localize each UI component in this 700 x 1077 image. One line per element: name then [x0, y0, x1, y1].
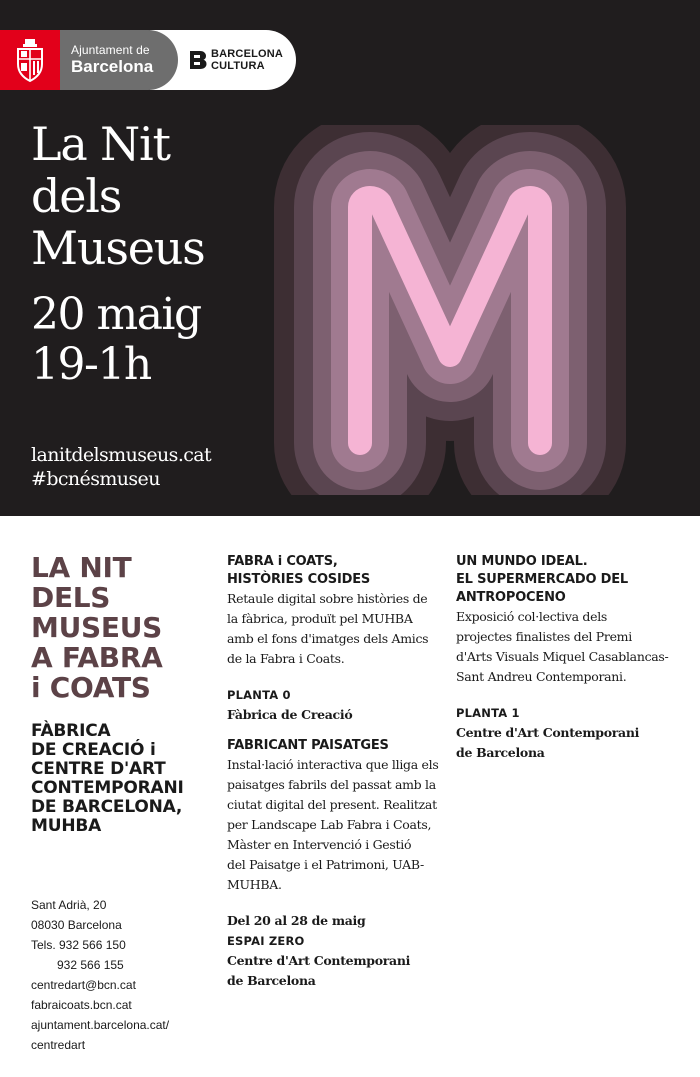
logo-bar	[0, 30, 296, 90]
fabra-coats-title-line: A FABRA	[31, 641, 163, 674]
barcelona-cultura-line1: BARCELONA	[211, 48, 284, 60]
barcelona-cultura-line2: CULTURA	[211, 60, 265, 72]
activity-description-line: Sant Andreu Contemporani.	[456, 669, 627, 684]
hero-panel	[0, 0, 700, 516]
museum-m-letter-graphic	[270, 125, 630, 495]
activity-description	[227, 755, 452, 895]
activity-description-line: ciutat digital del present. Realitzat	[227, 797, 437, 812]
event-title	[31, 118, 205, 274]
activity-heading: FABRICANT PAISATGES	[227, 738, 389, 753]
event-title-line: La Nit	[31, 117, 170, 171]
activity-description-line: Retaule digital sobre històries de	[227, 591, 428, 606]
activity-description-line: amb el fons d'imatges dels Amics	[227, 631, 429, 646]
venue-address	[31, 895, 169, 1055]
fabra-coats-title-line: MUSEUS	[31, 611, 162, 644]
venue-subtitle-line: CONTEMPORANI	[31, 778, 184, 798]
event-date-hours: 19-1h	[31, 339, 151, 390]
activity-description-line: la fàbrica, produït pel MUHBA	[227, 611, 413, 626]
activity-heading	[227, 553, 452, 589]
activity-heading-line: UN MUNDO IDEAL.	[456, 554, 588, 569]
event-hashtag: #bcnésmuseu	[31, 468, 160, 490]
activity-description	[227, 589, 452, 669]
activity-place: Fàbrica de Creació	[227, 707, 353, 722]
activity-description-line: projectes finalistes del Premi	[456, 629, 632, 644]
activity-description-line: del Paisatge i el Patrimoni, UAB-	[227, 857, 424, 872]
venue-subtitle-line: DE CREACIÓ i	[31, 740, 156, 760]
address-phone-2: 932 566 155	[57, 958, 124, 972]
event-date-day: 20 maig	[31, 289, 201, 340]
activity-heading-line: ANTROPOCENO	[456, 590, 566, 605]
program-column-2	[227, 553, 452, 991]
activity-place: de Barcelona	[227, 973, 316, 988]
activity-description-line: Instal·lació interactiva que lliga els	[227, 757, 439, 772]
activity-heading	[456, 553, 686, 607]
activity-place: Centre d'Art Contemporani	[456, 725, 640, 740]
venue-subtitle-line: CENTRE D'ART	[31, 759, 166, 779]
activity-floor: ESPAI ZERO	[227, 934, 305, 948]
barcelona-cultura-b-icon	[188, 50, 208, 70]
activity-description-line: de la Fabra i Coats.	[227, 651, 345, 666]
event-title-line: dels	[31, 169, 122, 223]
address-phone: Tels. 932 566 150	[31, 938, 126, 952]
venue-subtitle-line: DE BARCELONA,	[31, 797, 183, 817]
activity-description-line: Exposició col·lectiva dels	[456, 609, 608, 624]
event-website[interactable]: lanitdelsmuseus.cat	[31, 444, 212, 466]
activity-description-line: paisatges fabrils del passat amb la	[227, 777, 436, 792]
activity-place: de Barcelona	[456, 745, 545, 760]
activity-place: Centre d'Art Contemporani	[227, 953, 411, 968]
activity-floor: PLANTA 0	[227, 688, 291, 702]
address-web-ajuntament-cont[interactable]: centredart	[31, 1038, 86, 1052]
activity-description-line: d'Arts Visuals Miquel Casablancas-	[456, 649, 669, 664]
event-date	[31, 290, 201, 390]
activity-description-line: MUHBA.	[227, 877, 282, 892]
program-column-3	[456, 553, 686, 763]
address-street: Sant Adrià, 20	[31, 898, 107, 912]
event-web-info	[31, 443, 211, 491]
fabra-coats-title-line: i COATS	[31, 671, 151, 704]
ajuntament-line1: Ajuntament de	[71, 43, 150, 57]
address-email[interactable]: centredart@bcn.cat	[31, 978, 136, 992]
ajuntament-line2: Barcelona	[71, 57, 154, 76]
activity-description-line: Màster en Intervenció i Gestió	[227, 837, 412, 852]
activity-floor: PLANTA 1	[456, 706, 520, 720]
event-title-line: Museus	[31, 221, 205, 275]
fabra-coats-title	[31, 553, 162, 703]
activity-heading-line: FABRA i COATS,	[227, 554, 338, 569]
activity-description-line: per Landscape Lab Fabra i Coats,	[227, 817, 432, 832]
activity-description	[456, 607, 686, 687]
venue-subtitle-line: MUHBA	[31, 816, 102, 836]
fabra-coats-title-line: LA NIT	[31, 551, 132, 584]
activity-heading-line: HISTÒRIES COSIDES	[227, 572, 371, 587]
venue-subtitle	[31, 722, 184, 836]
fabra-coats-title-line: DELS	[31, 581, 111, 614]
address-city: 08030 Barcelona	[31, 918, 122, 932]
activity-dates: Del 20 al 28 de maig	[227, 913, 366, 928]
barcelona-crest-icon	[12, 38, 48, 82]
address-web-fabraicoats[interactable]: fabraicoats.bcn.cat	[31, 998, 132, 1012]
venue-subtitle-line: FÀBRICA	[31, 721, 111, 741]
address-web-ajuntament[interactable]: ajuntament.barcelona.cat/	[31, 1018, 170, 1032]
activity-heading-line: EL SUPERMERCADO DEL	[456, 572, 628, 587]
